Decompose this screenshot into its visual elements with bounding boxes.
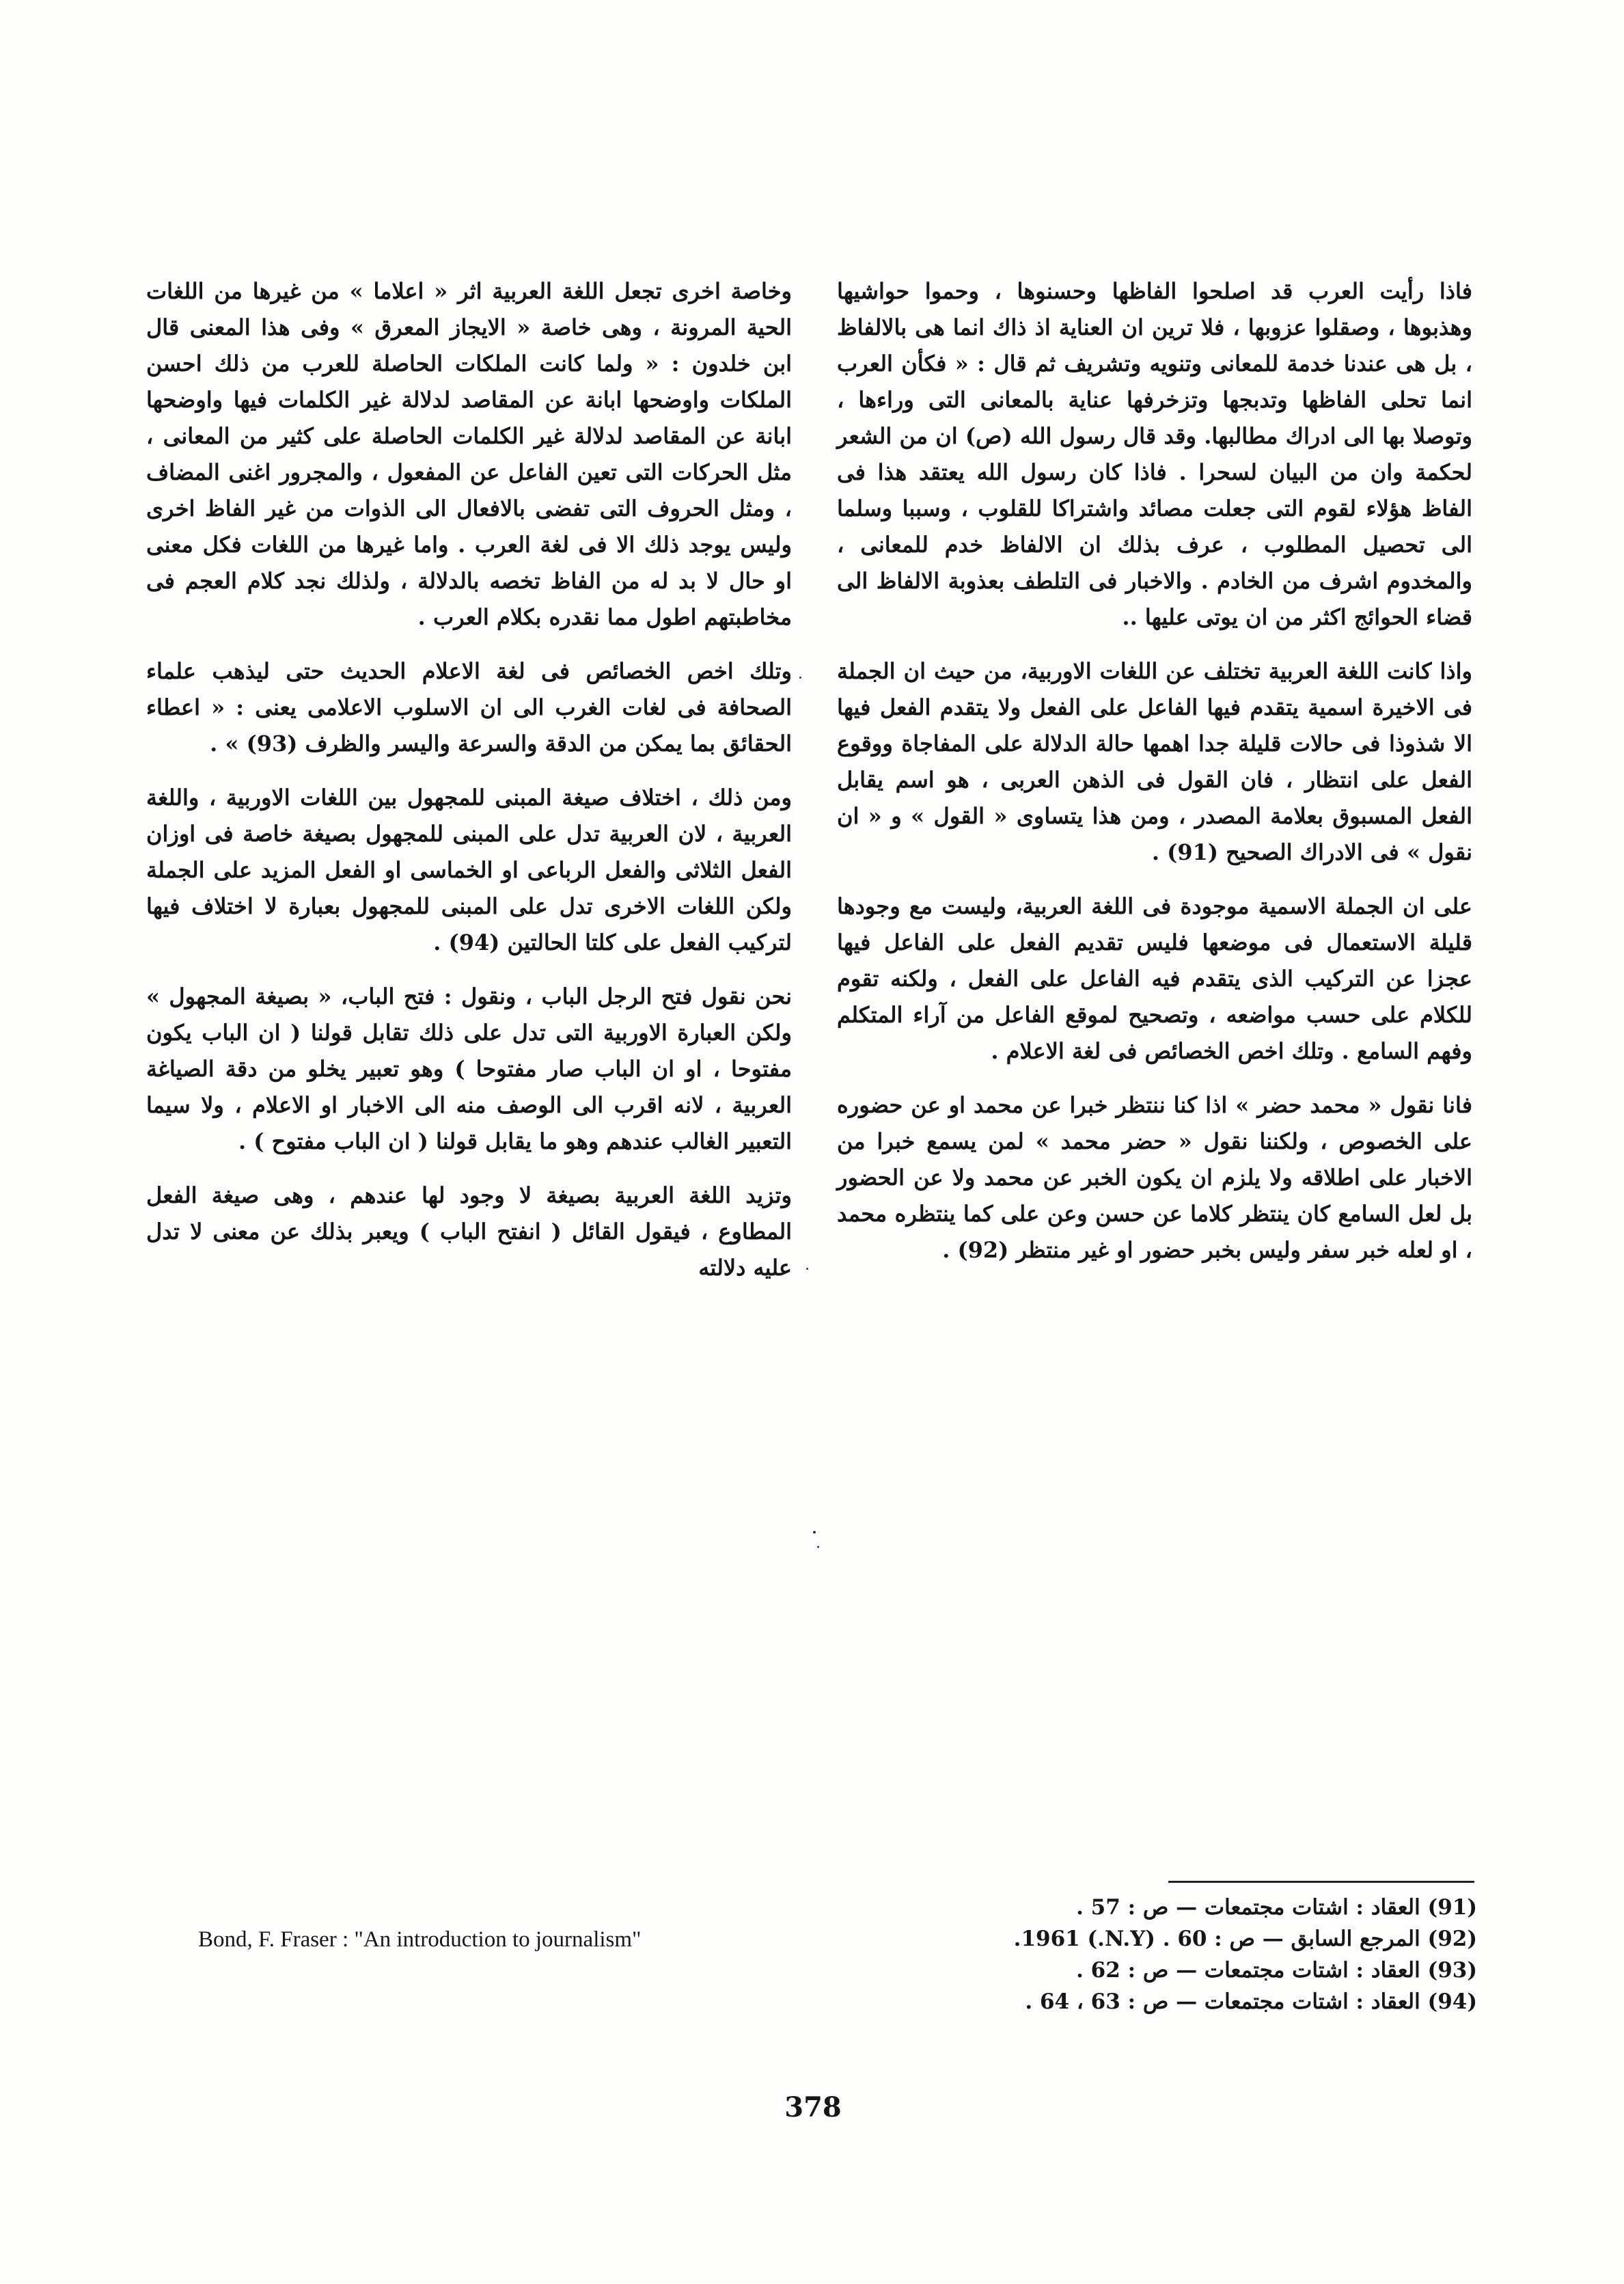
page-number: 378 (784, 2091, 842, 2123)
footnote-divider (1168, 1881, 1474, 1883)
left-paragraph-5: وتزيد اللغة العربية بصيغة لا وجود لها عندهم ، وهى صيغة الفعل المطاوع ، فيقول القائل ( انفتح الباب ) ويعبر بذلك عن معنى لا تدل عليه دلالته (146, 1182, 792, 1281)
right-paragraph-3: على ان الجملة الاسمية موجودة فى اللغة العربية، وليست مع وجودها قليلة الاستعمال فى موضعها فليس تقديم الفعل على الفاعل فيها عجزا عن التركيب الذى يتقدم فيه الفاعل على الفعل ، ولكنه تقوم للكلام على حسب مواضعه ، وتصحيح لموقع الفاعل من آراء المتكلم وفهم السامع . وتلك اخص الخصائص فى لغة الاعلام . (837, 893, 1473, 1064)
scan-speck (813, 1531, 816, 1534)
footnote-94: (94) العقاد : اشتات مجتمعات — ص : 63 ، 64 . (1025, 1989, 1477, 2014)
bibliography-reference: Bond, F. Fraser : "An introduction to journalism" (198, 1927, 642, 1952)
right-paragraph-4: فانا نقول « محمد حضر » اذا كنا ننتظر خبرا عن محمد او عن حضوره على الخصوص ، ولكننا نقول « حضر محمد » لمن يسمع خبرا من الاخبار على اطلاقه ولا يلزم ان يكون الخبر عن محمد ولا عن الحضور بل لعل السامع كان ينتظر كلاما عن حسن وعن على كما ينتظره محمد ، او لعله خبر سفر وليس بخبر حضور او غير منتظر (92) . (837, 1092, 1472, 1263)
left-paragraph-2: وتلك اخص الخصائص فى لغة الاعلام الحديث حتى ليذهب علماء الصحافة فى لغات الغرب الى ان الاسلوب الاعلامى يعنى : « اعطاء الحقائق بما يمكن من الدقة والسرعة واليسر والظرف (93) » . (146, 658, 793, 757)
footnote-93: (93) العقاد : اشتات مجتمعات — ص : 62 . (1076, 1958, 1477, 1983)
footnote-91: (91) العقاد : اشتات مجتمعات — ص : 57 . (1076, 1895, 1477, 1920)
left-paragraph-4: نحن نقول فتح الرجل الباب ، ونقول : فتح الباب، « بصيغة المجهول » ولكن العبارة الاوربية التى تدل على ذلك تقابل قولنا ( ان الباب يكون مفتوحا ، او ان الباب صار مفتوحا ) وهو تعبير يخلو من دقة الصياغة العربية ، لانه اقرب الى الوصف منه الى الاخبار او الاعلام ، ولا سيما التعبير الغالب عندهم وهو ما يقابل قولنا ( ان الباب مفتوح ) . (146, 983, 793, 1154)
left-column (146, 273, 792, 1304)
left-paragraph-3: ومن ذلك ، اختلاف صيغة المبنى للمجهول بين اللغات الاوربية ، واللغة العربية ، لان العربية تدل على المبنى للمجهول بصيغة خاصة فى اوزان الفعل الثلاثى والفعل الرباعى او الخماسى او الفعل المزيد على الجملة ولكن اللغات الاخرى تدل على المبنى للمجهول بعبارة لا اختلاف فيها لتركيب الفعل على كلتا الحالتين (94) . (146, 785, 792, 955)
scan-speck (806, 1268, 808, 1270)
scan-speck (817, 1546, 819, 1548)
footnotes (862, 1892, 1477, 2017)
left-paragraph-1: وخاصة اخرى تجعل اللغة العربية اثر « اعلاما » من غيرها من اللغات الحية المرونة ، وهى خاصة « الايجاز المعرق » وفى هذا المعنى قال ابن خلدون : « ولما كانت الملكات الحاصلة للعرب من ذلك احسن الملكات واوضحها ابانة عن المقاصد لدلالة غير الكلمات فيها واوضحها ابانة عن المقاصد لدلالة غير الكلمات الحاصلة على كثير من المعانى ، مثل الحركات التى تعين الفاعل عن المفعول ، والمجرور اغنى المضاف ، ومثل الحروف التى تفضى بالافعال الى الذوات من غير الفاظ اخرى وليس يوجد ذلك الا فى لغة العرب . واما غيرها من اللغات فكل معنى او حال لا بد له من الفاظ تخصه بالدلالة ، ولذلك نجد كلام العجم فى مخاطبتهم اطول مما نقدره بكلام العرب . (146, 278, 793, 630)
footnote-92: (92) المرجع السابق — ص : 60 . (N.Y.) 1961. (1013, 1927, 1477, 1951)
right-column (837, 273, 1472, 1286)
right-paragraph-1: فاذا رأيت العرب قد اصلحوا الفاظها وحسنوها ، وحموا حواشيها وهذبوها ، وصقلوا عزوبها ، فلا ترين ان العناية اذ ذاك انما هى بالالفاظ ، بل هى عندنا خدمة للمعانى وتنويه وتشريف ثم قال : « فكأن العرب انما تحلى الفاظها وتدبجها وتزخرفها عناية بالمعانى التى وراءها ، وتوصلا بها الى ادراك مطالبها. وقد قال رسول الله (ص) ان من الشعر لحكمة وان من البيان لسحرا . فاذا كان رسول الله يعتقد هذا فى الفاظ هؤلاء لقوم التى جعلت مصائد واشتراكا للقلوب ، وسببا وسلما الى تحصيل المطلوب ، عرف بذلك ان الالفاظ خدم للمعانى ، والمخدوم اشرف من الخادم . والاخبار فى التلطف بعذوبة الالفاظ الى قضاء الحوائج اكثر من ان يوتى عليها .. (837, 278, 1473, 630)
scan-speck (799, 677, 801, 679)
right-paragraph-2: واذا كانت اللغة العربية تختلف عن اللغات الاوربية، من حيث ان الجملة فى الاخيرة اسمية يتقدم فيها الفاعل على الفعل ولا يتقدم الفعل فيها الا شذوذا فى حالات قليلة جدا اهمها حالة الدلالة على المفاجاة ووقوع الفعل على انتظار ، فان القول فى الذهن العربى ، هو اسم يقابل الفعل المسبوق بعلامة المصدر ، ومن هذا يتساوى « القول » و « ان نقول » فى الادراك الصحيح (91) . (837, 658, 1472, 865)
